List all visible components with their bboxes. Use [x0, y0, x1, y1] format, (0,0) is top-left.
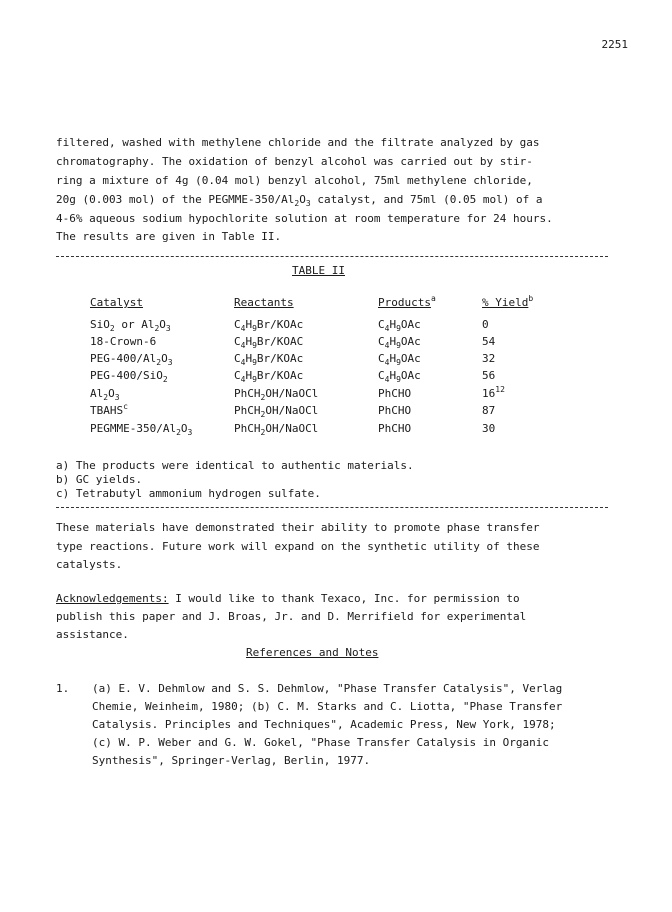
- header-products: Products$^a$: [378, 294, 436, 309]
- cell-reactants: PhCH$_2$OH/NaOCl: [234, 387, 319, 402]
- page-number: 2251: [601, 38, 628, 51]
- cell-products: $C_4H_9OAc$: [378, 318, 421, 333]
- text-line: publish this paper and J. Broas, Jr. and D. Merrifield for experimental: [56, 610, 527, 623]
- acknowledgements-heading: Acknowledgements:: [56, 592, 169, 605]
- footnote-c: c) Tetrabutyl ammonium hydrogen sulfate.: [56, 487, 321, 500]
- cell-reactants: $C_4H_9Br$/KOAc: [234, 318, 304, 333]
- text-line: chromatography. The oxidation of benzyl alcohol was carried out by stir-: [56, 155, 533, 168]
- footnote-a: a) The products were identical to authentic materials.: [56, 459, 414, 472]
- cell-reactants: PhCH$_2$OH/NaOCl: [234, 404, 319, 419]
- cell-catalyst: PEGMME-$350/Al_2O_3$: [90, 422, 193, 437]
- table-bottom-rule: [56, 507, 608, 508]
- cell-reactants: $C_4H_9Br$/KOAC: [234, 335, 304, 350]
- text-line: Chemie, Weinheim, 1980; (b) C. M. Starks and C. Liotta, "Phase Transfer: [92, 700, 563, 713]
- cell-reactants: $C_4H_9Br$/KOAc: [234, 369, 304, 384]
- text-line: filtered, washed with methylene chloride and the filtrate analyzed by gas: [56, 136, 540, 149]
- cell-yield: $16^{12}$: [482, 385, 505, 400]
- cell-products: $C_4H_9OAc$: [378, 352, 421, 367]
- cell-catalyst: $Al_2O_3$: [90, 387, 120, 402]
- text-line: (c) W. P. Weber and G. W. Gokel, "Phase Transfer Catalysis in Organic: [92, 736, 549, 749]
- table-title: TABLE II: [292, 264, 345, 277]
- cell-catalyst: PEG-$400/Al_2O_3$: [90, 352, 173, 367]
- text-line: catalysts.: [56, 558, 123, 571]
- header-catalyst: Catalyst: [90, 296, 143, 309]
- acknowledgements-line: Acknowledgements: I would like to thank Texaco, Inc. for permission to: [56, 592, 520, 605]
- text-line: ring a mixture of 4g (0.04 mol) benzyl alcohol, 75ml methylene chloride,: [56, 174, 533, 187]
- cell-yield: 0: [482, 318, 489, 331]
- text-line: Catalysis. Principles and Techniques", Academic Press, New York, 1978;: [92, 718, 556, 731]
- cell-yield: 30: [482, 422, 496, 435]
- cell-catalyst: PEG-400/SiO$_2$: [90, 369, 168, 384]
- cell-yield: 56: [482, 369, 496, 382]
- text-line: 20g (0.003 mol) of the PEGMME-$350/Al_2O_3$ catalyst, and 75ml (0.05 mol) of a: [56, 193, 543, 208]
- header-reactants: Reactants: [234, 296, 294, 309]
- text-line: type reactions. Future work will expand on the synthetic utility of these: [56, 540, 540, 553]
- header-yield: % Yield$^b$: [482, 294, 534, 309]
- references-heading: References and Notes: [246, 646, 379, 659]
- cell-yield: 54: [482, 335, 496, 348]
- table-top-rule: [56, 256, 608, 257]
- cell-reactants: $C_4H_9Br$/KOAc: [234, 352, 304, 367]
- text-line: Synthesis", Springer-Verlag, Berlin, 1977.: [92, 754, 371, 767]
- text-line: 4-6% aqueous sodium hypochlorite solution at room temperature for 24 hours.: [56, 212, 553, 225]
- text-line: assistance.: [56, 628, 129, 641]
- text-line: The results are given in Table II.: [56, 230, 282, 243]
- cell-yield: 32: [482, 352, 496, 365]
- footnote-b: b) GC yields.: [56, 473, 143, 486]
- cell-reactants: PhCH$_2$OH/NaOCl: [234, 422, 319, 437]
- cell-products: $C_4H_9OAc$: [378, 369, 421, 384]
- text-line: (a) E. V. Dehmlow and S. S. Dehmlow, "Phase Transfer Catalysis", Verlag: [92, 682, 563, 695]
- cell-catalyst: SiO$_2$ or $Al_2O_3$: [90, 318, 171, 333]
- cell-products: PhCHO: [378, 404, 412, 417]
- reference-number: 1.: [56, 682, 70, 695]
- cell-yield: 87: [482, 404, 496, 417]
- text-line: These materials have demonstrated their ability to promote phase transfer: [56, 521, 540, 534]
- cell-products: PhCHO: [378, 387, 412, 400]
- cell-catalyst: 18-Crown-6: [90, 335, 157, 348]
- cell-products: PhCHO: [378, 422, 412, 435]
- cell-products: $C_4H_9OAc$: [378, 335, 421, 350]
- cell-catalyst: TBAHS$^c$: [90, 402, 128, 417]
